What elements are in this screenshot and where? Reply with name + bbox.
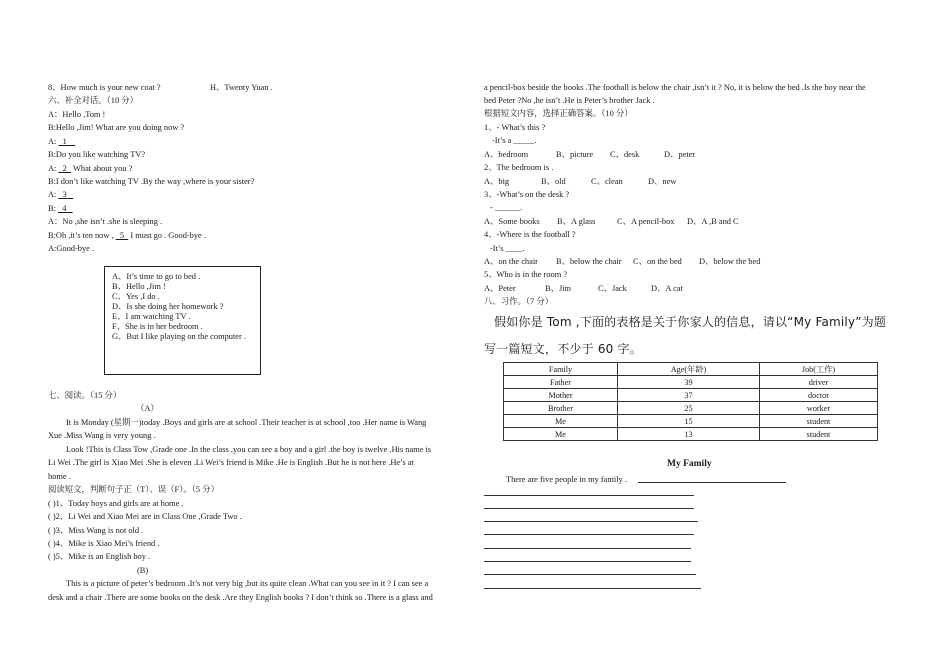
blank-2[interactable]: 2	[62, 164, 67, 173]
passage-a-label: （A）	[136, 404, 159, 413]
q3-option-a[interactable]: A、Some books	[484, 217, 540, 226]
table-cell: Mother	[504, 389, 618, 402]
choice-q4-answer: -It’s ____.	[490, 244, 525, 253]
q4-option-c[interactable]: C、on the bed	[633, 257, 682, 266]
dialog-line-5: A: 2 What about you ?	[48, 164, 133, 173]
blank-5[interactable]: 5	[119, 231, 125, 240]
q5-option-a[interactable]: A、Peter	[484, 284, 516, 293]
header-job: Job(工作)	[760, 363, 878, 376]
question-8-option-h: H、Twenty Yuan .	[210, 83, 273, 92]
dialog-line-6: B:I don’t like watching TV .By the way ,where is your sister?	[48, 177, 255, 186]
passage-a-line-4: Li Wei .The girl is Xiao Mei .She is eleven .Li Wei’s friend is Mike .He is English .But he is not here .He’s at	[48, 458, 414, 467]
q3-option-d[interactable]: D、A ,B and C	[687, 217, 739, 226]
table-cell: Father	[504, 376, 618, 389]
passage-a-line-5: home .	[48, 472, 71, 481]
table-cell: 37	[618, 389, 760, 402]
table-row	[504, 428, 878, 441]
q5-option-c[interactable]: C、Jack	[598, 284, 627, 293]
q5-option-b[interactable]: B、Jim	[545, 284, 572, 293]
dialog-line-2: B:Hello ,Jim! What are you doing now ?	[48, 123, 185, 132]
writing-line[interactable]	[638, 482, 786, 483]
passage-b-line-4: bed Peter ?No ,he isn’t .He is Peter’s brother Jack .	[484, 96, 655, 105]
table-cell: Me	[504, 415, 618, 428]
writing-line[interactable]	[484, 574, 696, 575]
options-box	[104, 266, 261, 375]
dialog-line-10: B:Oh ,it’s ten now , 5 I must go . Good-bye .	[48, 231, 206, 240]
tf-item-3[interactable]: ( )3、Miss Wang is not old .	[48, 526, 144, 535]
header-family: Family	[504, 363, 618, 376]
blank-3[interactable]: 3	[62, 190, 67, 199]
essay-title: My Family	[667, 459, 712, 469]
table-cell: doctor	[760, 389, 878, 402]
table-cell: 39	[618, 376, 760, 389]
choice-title: 根据短文内容，选择正确答案。（10 分）	[484, 109, 633, 118]
tf-item-5[interactable]: ( )5、Mike is an English boy .	[48, 552, 151, 561]
table-cell: 13	[618, 428, 760, 441]
passage-b-line-2: desk and a chair .There are some books on the desk .Are they English books ? I don’t think so .There is a glass and	[48, 593, 433, 602]
section-6-title: 六、补全对话。（10 分）	[48, 96, 139, 105]
table-cell: driver	[760, 376, 878, 389]
q4-option-b[interactable]: B、below the chair	[556, 257, 622, 266]
box-option-b: B、Hello ,Jim !	[112, 282, 166, 291]
box-option-a: A、It’s time to go to bed .	[112, 272, 201, 281]
choice-q1-answer: -It’s a _____.	[492, 136, 537, 145]
blank-1[interactable]: 1	[62, 137, 67, 146]
dialog-line-8: B: 4	[48, 203, 73, 214]
section-7-title: 七、阅读。（15 分）	[48, 391, 122, 400]
blank-4[interactable]: 4	[62, 204, 67, 213]
table-cell: worker	[760, 402, 878, 415]
q2-option-b[interactable]: B、old	[541, 177, 566, 186]
writing-prompt-line-2: 写一篇短文，不少于 60 字。	[484, 342, 642, 356]
dialog-line-4: B:Do you like watching TV?	[48, 150, 146, 159]
box-option-e: E、I am watching TV .	[112, 312, 191, 321]
box-option-d: D、Is she doing her homework ?	[112, 302, 224, 311]
writing-prompt-line-1: 假如你是 Tom ,下面的表格是关于你家人的信息，请以“My Family”为题	[494, 315, 887, 329]
table-row	[504, 415, 878, 428]
writing-line[interactable]	[484, 495, 694, 496]
question-8: 8、How much is your new coat ?	[48, 83, 161, 92]
choice-q5: 5、Who is in the room ?	[484, 270, 568, 279]
choice-q1: 1、- What’s this ?	[484, 123, 546, 132]
q4-option-a[interactable]: A、on the chair	[484, 257, 538, 266]
box-option-f: F、She is in her bedroom .	[112, 322, 203, 331]
dialog-line-11: A:Good-bye .	[48, 244, 95, 253]
dialog-line-1: A：Hello ,Tom !	[48, 110, 106, 119]
tf-item-2[interactable]: ( )2、Li Wei and Xiao Mei are in Class One ,Grade Two .	[48, 512, 242, 521]
q1-option-c[interactable]: C、desk	[610, 150, 640, 159]
q5-option-d[interactable]: D、A cat	[651, 284, 683, 293]
choice-q3-answer: - ______.	[490, 203, 523, 212]
table-cell: Brother	[504, 402, 618, 415]
writing-line[interactable]	[484, 588, 701, 589]
tf-item-1[interactable]: ( )1、Today boys and girls are at home .	[48, 499, 184, 508]
table-row	[504, 376, 878, 389]
writing-line[interactable]	[484, 534, 694, 535]
q1-option-b[interactable]: B、picture	[556, 150, 594, 159]
family-info-table	[503, 362, 878, 441]
writing-line[interactable]	[484, 548, 691, 549]
essay-first-sentence: There are five people in my family .	[506, 475, 627, 484]
dialog-line-9: A：No ,she isn’t .she is sleeping .	[48, 217, 163, 226]
q1-option-d[interactable]: D、peter	[664, 150, 696, 159]
choice-q2: 2、The bedroom is .	[484, 163, 554, 172]
header-age: Age(年龄)	[618, 363, 760, 376]
q2-option-a[interactable]: A、big	[484, 177, 510, 186]
table-row	[504, 389, 878, 402]
section-8-title: 八、习作。（7 分）	[484, 297, 554, 306]
box-option-c: C、Yes ,I do .	[112, 292, 160, 301]
q3-option-b[interactable]: B、A glass	[557, 217, 596, 226]
writing-line[interactable]	[484, 521, 698, 522]
writing-line[interactable]	[484, 561, 691, 562]
choice-q3: 3、-What’s on the desk ?	[484, 190, 570, 199]
table-cell: 25	[618, 402, 760, 415]
choice-q4: 4、-Where is the football ?	[484, 230, 576, 239]
tf-item-4[interactable]: ( )4、Mike is Xiao Mei’s friend .	[48, 539, 160, 548]
passage-a-line-2: Xue .Miss Wang is very young .	[48, 431, 156, 440]
q4-option-d[interactable]: D、below the bed	[699, 257, 761, 266]
writing-line[interactable]	[484, 508, 694, 509]
box-option-g: G、But I like playing on the computer .	[112, 332, 246, 341]
passage-b-line-3: a pencil-box beside the books .The football is below the chair ,isn’t it ? No, it is below the bed .Is the boy near the	[484, 83, 866, 92]
q1-option-a[interactable]: A、bedroom	[484, 150, 529, 159]
table-cell: student	[760, 428, 878, 441]
dialog-line-3: A: 1	[48, 136, 75, 147]
q2-option-d[interactable]: D、new	[648, 177, 677, 186]
table-cell: 15	[618, 415, 760, 428]
dialog-line-7: A: 3	[48, 189, 73, 200]
table-row	[504, 402, 878, 415]
passage-a-line-3: Look !This is Class Tow ,Grade one .In the class ,you can see a boy and a girl .the boy is twelve .His name is	[66, 445, 432, 454]
table-cell: Me	[504, 428, 618, 441]
q2-option-c[interactable]: C、clean	[591, 177, 623, 186]
q3-option-c[interactable]: C、A pencil-box	[617, 217, 675, 226]
passage-b-label: (B)	[137, 566, 149, 575]
passage-a-line-1: It is Monday (星期一)today .Boys and girls are at school .Their teacher is at school ,too .Her name is Wang	[66, 418, 427, 427]
true-false-title: 阅读短文，判断句子正（T）、误（F）。（5 分）	[48, 485, 219, 494]
table-cell: student	[760, 415, 878, 428]
passage-b-line-1: This is a picture of peter’s bedroom .It’s not very big ,but its quite clean .What can you see in it ? I can see a	[66, 579, 429, 588]
table-header-row	[504, 363, 878, 376]
